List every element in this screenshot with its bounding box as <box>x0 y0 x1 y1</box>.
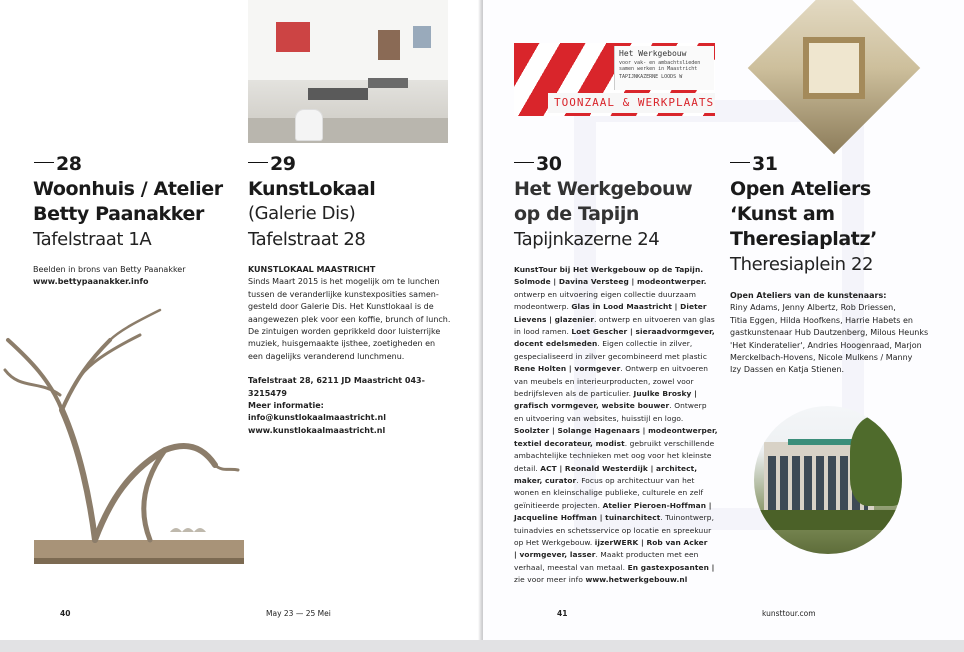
entry-30-text: in lood ramen. <box>514 327 572 337</box>
entry-30-text: tuinadvies en schetsservice op locatie en spreekuur <box>514 525 712 535</box>
entry-30-text: . ontwerp en uitvoeren van glas <box>594 314 715 324</box>
entry-31-number: 31 <box>730 153 777 175</box>
entry-30-line <box>514 562 724 574</box>
entry-30-line <box>514 525 724 537</box>
entry-30-bold-text: Glas in Lood Maastricht | Dieter <box>571 302 707 312</box>
entry-30-body <box>514 264 724 587</box>
entry-29-heading: KUNSTLOKAAL MAASTRICHT <box>248 265 376 274</box>
entry-30-text: verhaal, meestal van metaal. <box>514 562 628 572</box>
entry-30-text: . Eigen collectie in zilver, <box>597 339 693 349</box>
entry-30-bold-text: Rene Holten | vormgever <box>514 364 621 374</box>
entry-31-heading: Open Ateliers van de kunstenaars: <box>730 291 887 300</box>
entry-29-title-sub: (Galerie Dis) <box>248 203 356 224</box>
entry-30-bold-text: Solmode | Davina Versteeg | modeontwerper. <box>514 277 707 287</box>
entry-30-bold-text: Soolzter | Solange Hagenaars | modeontwerper, <box>514 426 718 436</box>
werkgebouw-sign-photo <box>514 43 715 116</box>
page-number-left: 40 <box>60 609 71 618</box>
entry-31-line: Merckelbach-Hovens, Nicole Mulkens / Manny <box>730 353 913 363</box>
entry-30-address: Tapijnkazerne 24 <box>514 229 660 250</box>
page-number-right: 41 <box>557 609 568 618</box>
entry-30-number: 30 <box>514 153 561 175</box>
bottom-margin <box>0 640 964 652</box>
entry-30-line <box>514 413 724 425</box>
entry-30-text: bedrijfsleven als de particulier. <box>514 389 634 399</box>
entry-30-bold-text: ijzerWERK | Rob van Acker <box>594 537 708 547</box>
entry-30-line <box>514 326 724 338</box>
entry-29-line: tussen de veranderlijke kunstexposities samen- <box>248 289 439 299</box>
atelier-diamond-photo <box>758 17 918 152</box>
entry-30-bold-text: Loet Gescher | sieraadvormgever, <box>571 327 715 337</box>
left-page <box>0 0 481 640</box>
entry-30-bold-text: En gastexposanten | <box>627 562 715 572</box>
entry-30-line <box>514 289 724 301</box>
entry-31-line: 'Het Kinderatelier', Andries Hoogenraad, Marjon <box>730 340 922 350</box>
kunstlokaal-interior-photo <box>248 0 448 143</box>
entry-30-bold-text: maker, curator <box>514 475 577 485</box>
entry-30-line <box>514 400 724 412</box>
entry-30-text: modeontwerp. <box>514 302 572 312</box>
entry-28-address: Tafelstraat 1A <box>33 229 152 250</box>
entry-30-text: ontwerp en uitvoering eigen collectie duurzaam <box>514 289 697 299</box>
entry-29-number: 29 <box>248 153 295 175</box>
entry-30-text: op Het Werkgebouw. <box>514 537 595 547</box>
entry-30-line <box>514 438 724 450</box>
entry-30-bold-text: Lievens | glazenier <box>514 314 595 324</box>
entry-30-text: . Tuinontwerp, <box>660 513 715 523</box>
entry-30-line <box>514 351 724 363</box>
entry-30-line <box>514 463 724 475</box>
entry-30-text: van meubels en interieurproducten, zowel voor <box>514 376 694 386</box>
entry-30-line <box>514 264 724 276</box>
entry-30-line <box>514 574 724 586</box>
entry-30-text: . Ontwerp <box>669 401 707 411</box>
entry-29-body <box>248 264 463 437</box>
entry-30-line <box>514 487 724 499</box>
entry-30-text: ambachtelijke technieken met oog voor het kleinste <box>514 451 712 461</box>
entry-30-line <box>514 388 724 400</box>
entry-29-line: Sinds Maart 2015 is het mogelijk om te lunchen <box>248 277 440 287</box>
entry-30-bold-text: textiel decorateur, modist <box>514 438 625 448</box>
entry-30-line <box>514 450 724 462</box>
entry-30-text: geïnitieerde projecten. <box>514 500 603 510</box>
entry-30-bold-text: Juulke Brosky | <box>633 389 697 399</box>
bronze-sculpture-image <box>0 300 250 580</box>
entry-31-line: Riny Adams, Jenny Albertz, Rob Driessen, <box>730 303 896 313</box>
entry-30-bold-text: docent edelsmeden <box>514 339 598 349</box>
entry-30-line <box>514 314 724 326</box>
theresiaplein-building-photo <box>754 406 902 554</box>
entry-29-title: KunstLokaal <box>248 178 376 200</box>
entry-31-body <box>730 290 945 377</box>
entry-31-line: gastkunstenaar Hub Dautzenberg, Milous Heunks <box>730 328 929 338</box>
entry-30-text: wonen en kleinschalige publieke, culturele en zelf <box>514 488 704 498</box>
footer-website[interactable]: kunsttour.com <box>762 609 816 618</box>
entry-30-line <box>514 500 724 512</box>
entry-29-line: een dagelijks veranderend lunchmenu. <box>248 351 405 361</box>
entry-31-line: Titia Eggen, Hilda Hoofkens, Harrie Habets en <box>730 315 913 325</box>
entry-30-bold-text: Jacqueline Hoffman | tuinarchitect <box>514 513 661 523</box>
entry-30-line <box>514 301 724 313</box>
entry-30-line <box>514 276 724 288</box>
sign-subtext: voor vak- en ambachtslieden samen werken in Maastricht TAPIJNKAZERNE LOODS W <box>619 60 701 80</box>
entry-28-website[interactable]: www.bettypaanakker.info <box>33 277 149 287</box>
entry-30-bold-text: | vormgever, lasser <box>514 550 596 560</box>
footer-dates: May 23 — 25 Mei <box>266 609 331 618</box>
entry-29-email[interactable]: Meer informatie: info@kunstlokaalmaastricht.nl <box>248 401 386 423</box>
entry-30-line <box>514 425 724 437</box>
entry-29-website[interactable]: www.kunstlokaalmaastricht.nl <box>248 425 386 435</box>
entry-30-line <box>514 537 724 549</box>
sign-banner: TOONZAAL & WERKPLAATS <box>554 96 715 109</box>
entry-30-bold-text: KunstTour bij Het Werkgebouw op de Tapijn. <box>514 265 704 274</box>
entry-31-address: Theresiaplein 22 <box>730 254 874 275</box>
entry-30-text: . Maakt producten met een <box>595 550 699 560</box>
entry-30-bold-text: Atelier Pieroen-Hoffman | <box>602 500 712 510</box>
entry-31-line: Izy Dassen en Katja Stienen. <box>730 365 845 375</box>
entry-30-line <box>514 338 724 350</box>
entry-30-bold-text: grafisch vormgever, website bouwer <box>514 401 670 411</box>
entry-29-line: De zintuigen worden geprikkeld door luisterrijke <box>248 327 441 337</box>
entry-30-text: en uitvoering van websites, huisstijl en logo. <box>514 413 684 423</box>
entry-30-line <box>514 475 724 487</box>
entry-30-line <box>514 376 724 388</box>
entry-28-title: Woonhuis / Atelier Betty Paanakker <box>33 178 223 225</box>
entry-28-description: Beelden in brons van Betty Paanakker www.bettypaanakker.info <box>33 264 233 289</box>
entry-29-line: gesteld door Galerie Dis. Het Kunstlokaal is de <box>248 302 434 312</box>
entry-30-text: . Ontwerp en uitvoeren <box>620 364 709 374</box>
entry-30-bold-text: ACT | Reonald Westerdijk | architect, <box>540 463 698 473</box>
entry-30-text: . Focus op architectuur van het <box>576 475 695 485</box>
entry-30-line <box>514 512 724 524</box>
entry-30-text: detail. <box>514 463 541 473</box>
entry-30-title: Het Werkgebouw op de Tapijn <box>514 178 693 225</box>
entry-29-address: Tafelstraat 28 <box>248 229 366 250</box>
entry-30-text: zie voor meer info <box>514 575 586 585</box>
entry-29-line: aangewezen plek voor een koffie, brunch of lunch. <box>248 314 451 324</box>
entry-28-number: 28 <box>34 153 81 175</box>
entry-30-bold-text: www.hetwerkgebouw.nl <box>585 575 688 585</box>
entry-30-line <box>514 549 724 561</box>
entry-30-text: . gebruikt verschillende <box>624 438 715 448</box>
entry-29-line: muziek, huisgemaakte ijsthee, zoetigheden en <box>248 339 436 349</box>
entry-31-title: Open Ateliers ‘Kunst am Theresiaplatz’ <box>730 178 877 250</box>
entry-30-line <box>514 363 724 375</box>
sign-title: Het Werkgebouw <box>619 49 687 58</box>
entry-30-text: gespecialiseerd in zilver gecombineerd met plastic <box>514 351 707 361</box>
entry-29-contact: Tafelstraat 28, 6211 JD Maastricht 043-3215479 <box>248 376 425 398</box>
